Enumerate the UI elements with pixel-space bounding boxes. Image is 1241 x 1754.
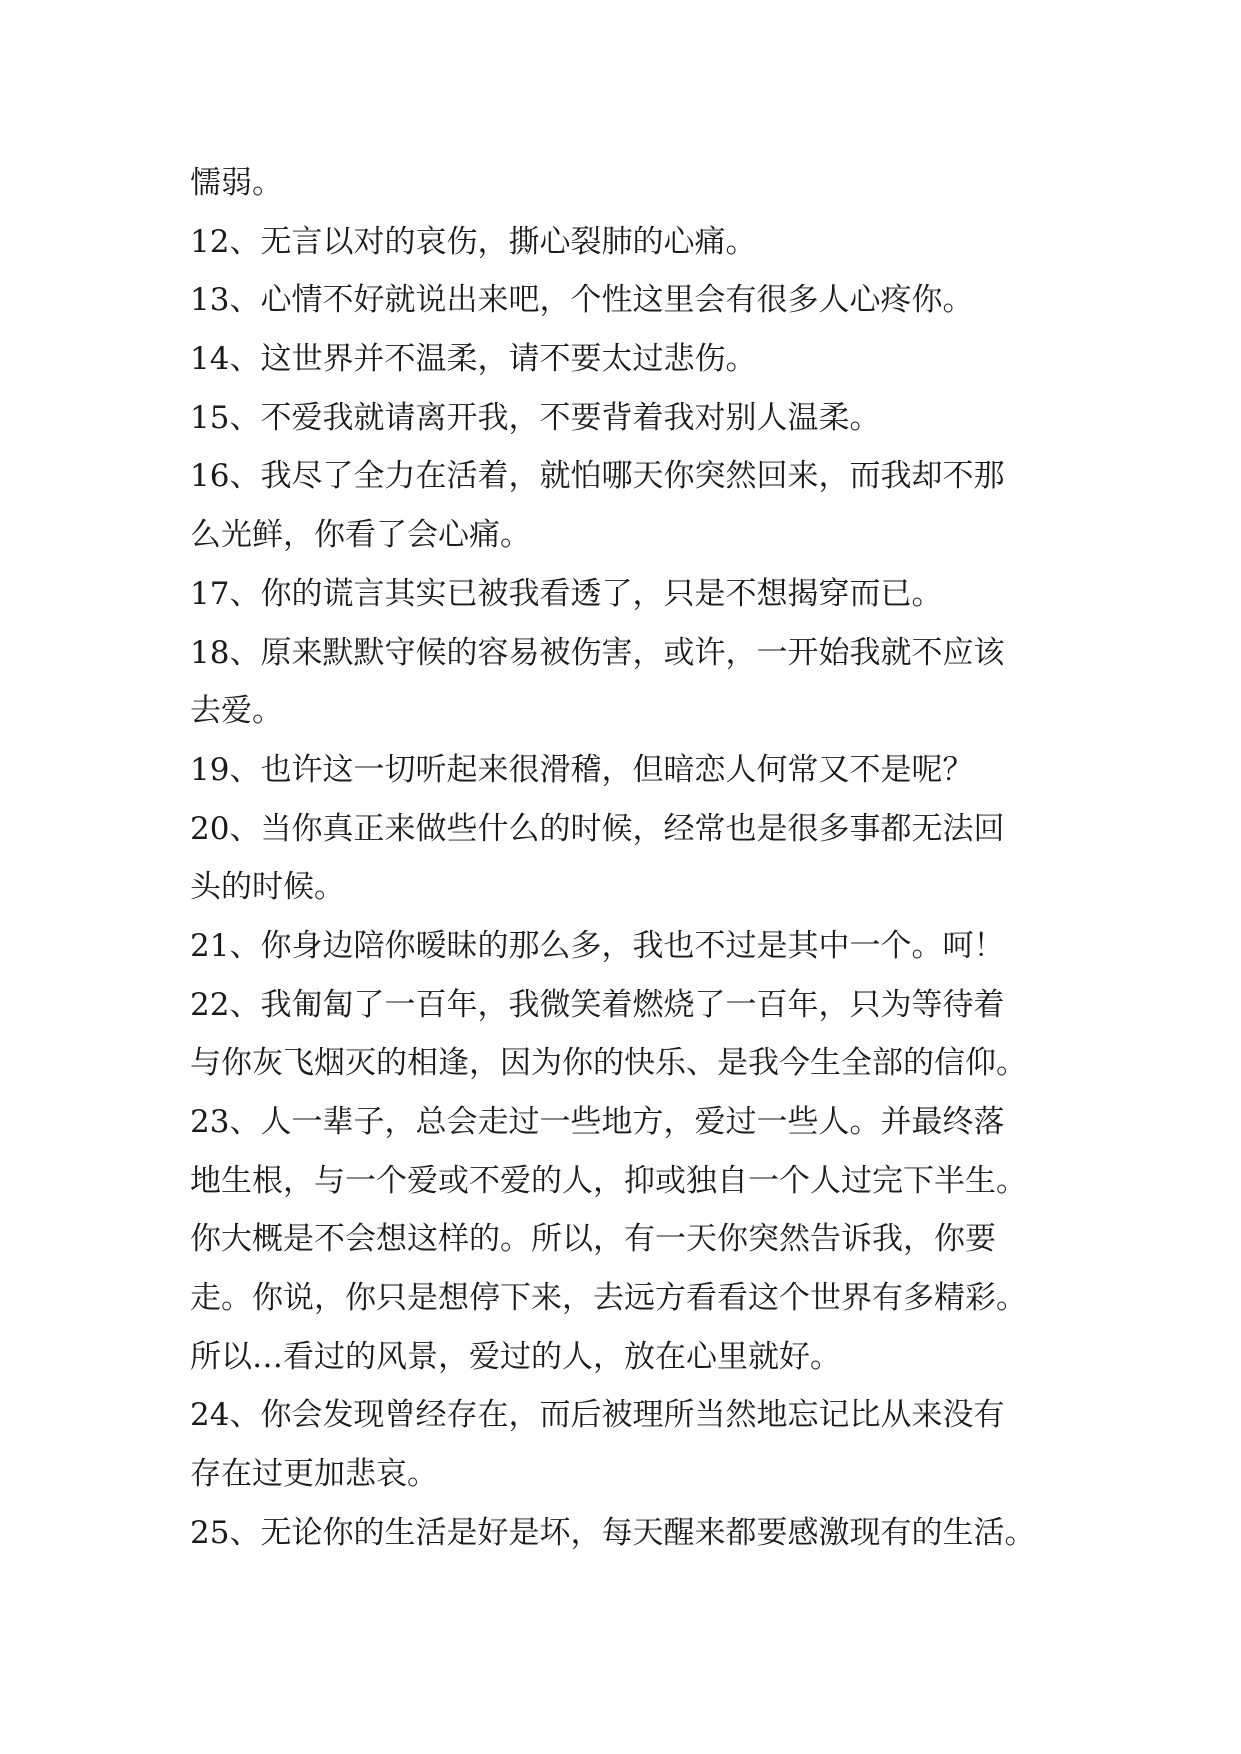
text-line: 12、无言以对的哀伤，撕心裂肺的心痛。 [190, 223, 757, 260]
text-line: 去爱。 [190, 693, 283, 730]
text-line: 20、当你真正来做些什么的时候，经常也是很多事都无法回 [190, 810, 1005, 847]
text-line: 15、不爱我就请离开我，不要背着我对别人温柔。 [190, 399, 881, 436]
text-line: 22、我匍匐了一百年，我微笑着燃烧了一百年，只为等待着 [190, 986, 1005, 1023]
text-line: 头的时候。 [190, 869, 345, 906]
text-line: 与你灰飞烟灭的相逢，因为你的快乐、是我今生全部的信仰。 [190, 1045, 1027, 1082]
text-line: 走。你说，你只是想停下来，去远方看看这个世界有多精彩。 [190, 1280, 1027, 1317]
text-line: 25、无论你的生活是好是坏，每天醒来都要感激现有的生活。 [190, 1514, 1036, 1551]
text-line: 存在过更加悲哀。 [190, 1456, 438, 1493]
text-line: 地生根，与一个爱或不爱的人，抑或独自一个人过完下半生。 [190, 1162, 1027, 1199]
text-line: 24、你会发现曾经存在，而后被理所当然地忘记比从来没有 [190, 1397, 1005, 1434]
text-line: 21、你身边陪你暧昧的那么多，我也不过是其中一个。呵！ [190, 927, 1005, 964]
text-line: 23、人一辈子，总会走过一些地方，爱过一些人。并最终落 [190, 1104, 1005, 1140]
text-line: 19、也许这一切听起来很滑稽，但暗恋人何常又不是呢？ [190, 751, 974, 788]
text-line: 14、这世界并不温柔，请不要太过悲伤。 [190, 341, 757, 378]
text-line: 17、你的谎言其实已被我看透了，只是不想揭穿而已。 [190, 575, 943, 612]
text-line: 么光鲜，你看了会心痛。 [190, 517, 531, 554]
text-line: 18、原来默默守候的容易被伤害，或许，一开始我就不应该 [190, 634, 1005, 671]
text-line: 16、我尽了全力在活着，就怕哪天你突然回来，而我却不那 [190, 458, 1005, 495]
text-line: 懦弱。 [190, 165, 283, 201]
text-line: 所以…看过的风景，爱过的人，放在心里就好。 [190, 1338, 841, 1375]
text-line: 13、心情不好就说出来吧，个性这里会有很多人心疼你。 [190, 282, 974, 319]
text-line: 你大概是不会想这样的。所以，有一天你突然告诉我，你要 [190, 1221, 996, 1258]
document-body [190, 154, 1080, 1563]
